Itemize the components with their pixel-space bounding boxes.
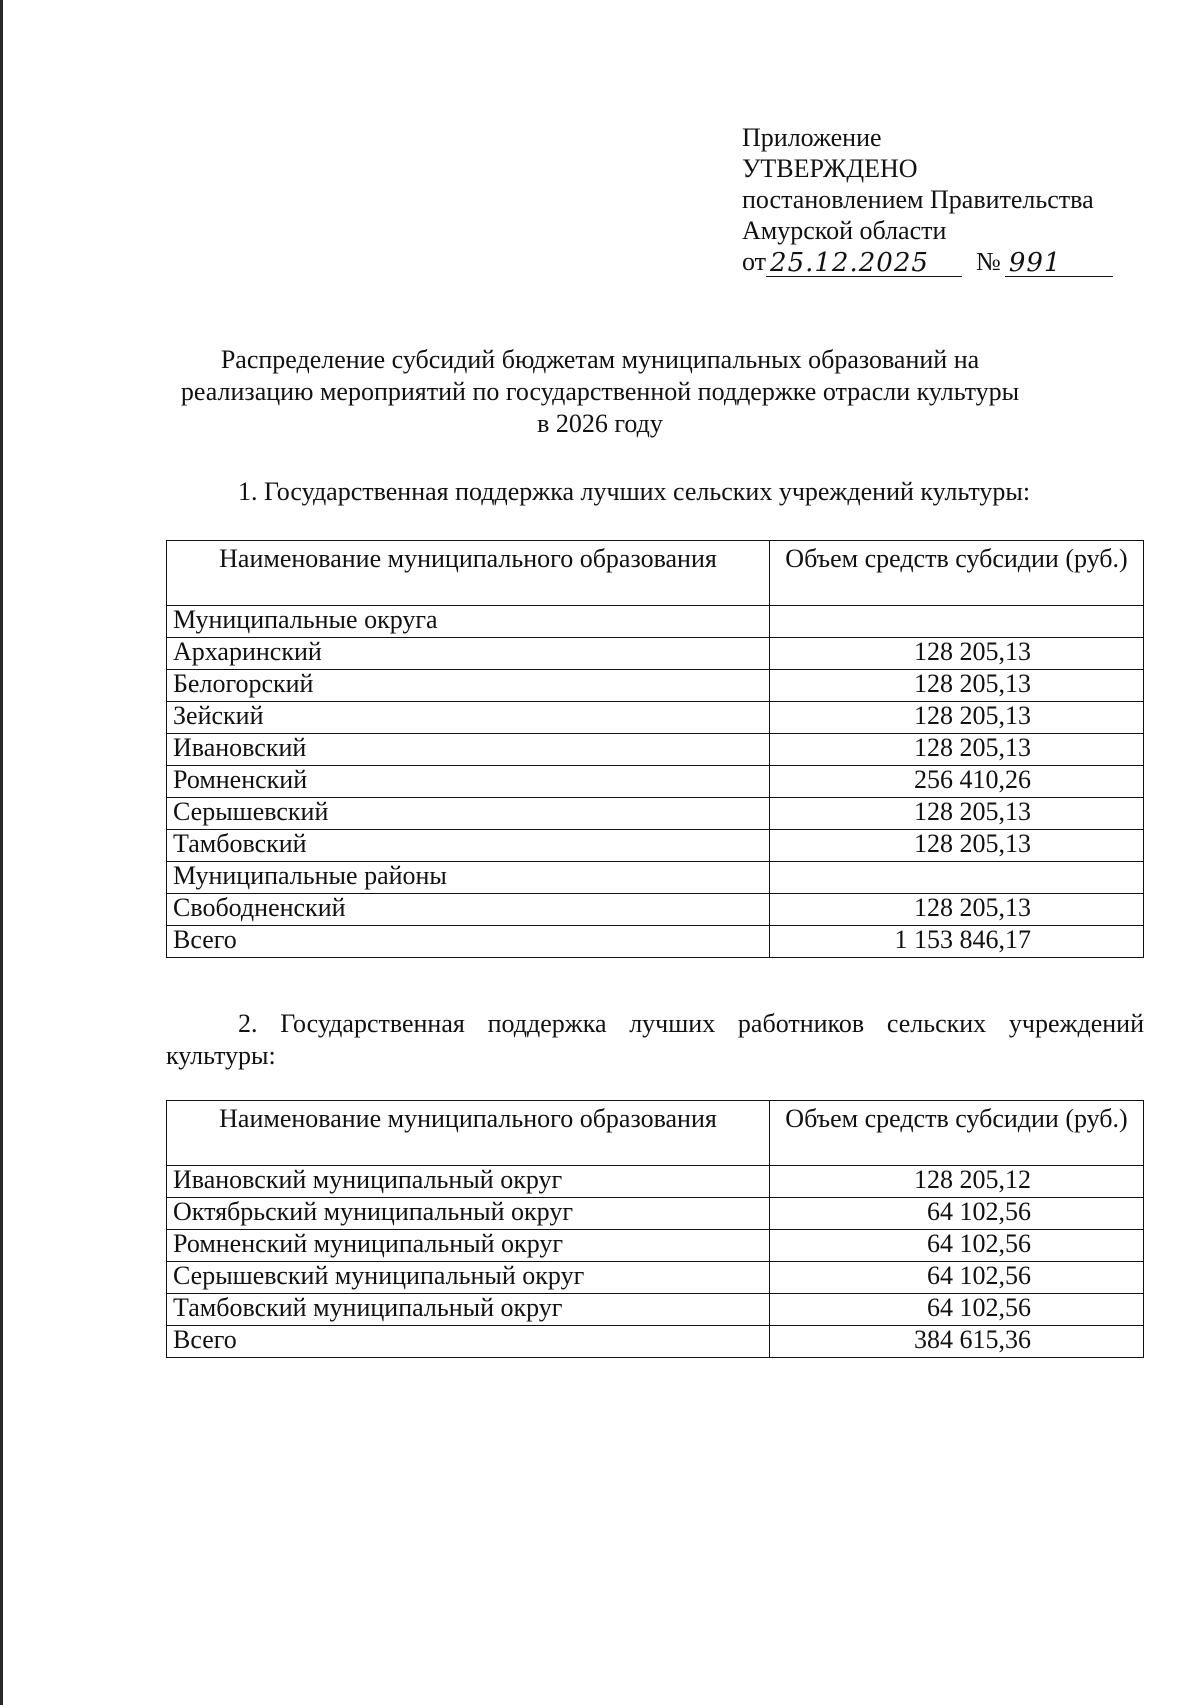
table-row — [167, 894, 1144, 926]
row-name: Тамбовский муниципальный округ — [167, 1294, 770, 1326]
row-name: Всего — [167, 926, 770, 958]
row-amount: 64 102,56 — [770, 1198, 1144, 1230]
table-total-row — [167, 1326, 1144, 1358]
row-name: Ромненский — [167, 766, 770, 798]
row-name: Свободненский — [167, 894, 770, 926]
row-name: Тамбовский — [167, 830, 770, 862]
row-amount: 128 205,13 — [770, 894, 1144, 926]
row-amount: 128 205,13 — [770, 830, 1144, 862]
table-row — [167, 1262, 1144, 1294]
row-name: Всего — [167, 1326, 770, 1358]
row-amount: 128 205,12 — [770, 1166, 1144, 1198]
approval-block — [742, 122, 1113, 277]
approval-date-number — [742, 246, 1113, 277]
document-title — [150, 344, 1050, 440]
approval-region: Амурской области — [742, 216, 947, 245]
row-amount — [770, 606, 1144, 638]
date-prefix: от — [742, 247, 767, 276]
table-row — [167, 766, 1144, 798]
column-header-name: Наименование муниципального образования — [167, 541, 770, 606]
row-amount: 384 615,36 — [770, 1326, 1144, 1358]
table-row — [167, 798, 1144, 830]
table-row — [167, 862, 1144, 894]
column-header-name: Наименование муниципального образования — [167, 1101, 770, 1166]
table-row — [167, 702, 1144, 734]
section-1-table — [166, 540, 1144, 958]
table-row — [167, 830, 1144, 862]
row-amount: 128 205,13 — [770, 702, 1144, 734]
row-name: Серышевский муниципальный округ — [167, 1262, 770, 1294]
section-1-heading: 1. Государственная поддержка лучших сельских учреждений культуры: — [238, 477, 1031, 506]
table-header-row — [167, 541, 1144, 606]
approval-approved: УТВЕРЖДЕНО — [742, 154, 918, 183]
scan-edge — [0, 0, 3, 1705]
approval-decree: постановлением Правительства — [742, 185, 1094, 214]
row-name: Белогорский — [167, 670, 770, 702]
title-line-1: Распределение субсидий бюджетам муниципальных образований на — [220, 345, 980, 374]
row-name: Серышевский — [167, 798, 770, 830]
table-row — [167, 638, 1144, 670]
column-header-amount: Объем средств субсидии (руб.) — [770, 1101, 1144, 1166]
table-total-row — [167, 926, 1144, 958]
section-2-table — [166, 1100, 1144, 1358]
row-name: Зейский — [167, 702, 770, 734]
table-row — [167, 670, 1144, 702]
row-amount: 64 102,56 — [770, 1262, 1144, 1294]
row-name: Ивановский — [167, 734, 770, 766]
table-header-row — [167, 1101, 1144, 1166]
row-name: Ивановский муниципальный округ — [167, 1166, 770, 1198]
row-name: Муниципальные округа — [167, 606, 770, 638]
title-line-3: в 2026 году — [537, 409, 663, 438]
number-sign: № — [976, 247, 1001, 276]
row-amount: 64 102,56 — [770, 1294, 1144, 1326]
handwritten-date: 25.12.2025 — [766, 250, 962, 277]
row-name: Муниципальные районы — [167, 862, 770, 894]
row-amount — [770, 862, 1144, 894]
table-row — [167, 1294, 1144, 1326]
table-row — [167, 1230, 1144, 1262]
table-row — [167, 734, 1144, 766]
row-name: Ромненский муниципальный округ — [167, 1230, 770, 1262]
row-amount: 256 410,26 — [770, 766, 1144, 798]
row-name: Архаринский — [167, 638, 770, 670]
row-amount: 1 153 846,17 — [770, 926, 1144, 958]
table-row — [167, 1198, 1144, 1230]
section-2-heading: 2. Государственная поддержка лучших работников сельских учреждений культуры: — [166, 1009, 1144, 1070]
row-name: Октябрьский муниципальный округ — [167, 1198, 770, 1230]
title-line-2: реализацию мероприятий по государственной поддержке отрасли культуры — [180, 377, 1020, 406]
column-header-amount: Объем средств субсидии (руб.) — [770, 541, 1144, 606]
approval-annex: Приложение — [742, 123, 882, 152]
row-amount: 128 205,13 — [770, 798, 1144, 830]
row-amount: 128 205,13 — [770, 638, 1144, 670]
table-row — [167, 1166, 1144, 1198]
handwritten-number: 991 — [1005, 250, 1113, 277]
row-amount: 128 205,13 — [770, 734, 1144, 766]
row-amount: 64 102,56 — [770, 1230, 1144, 1262]
table-row — [167, 606, 1144, 638]
row-amount: 128 205,13 — [770, 670, 1144, 702]
